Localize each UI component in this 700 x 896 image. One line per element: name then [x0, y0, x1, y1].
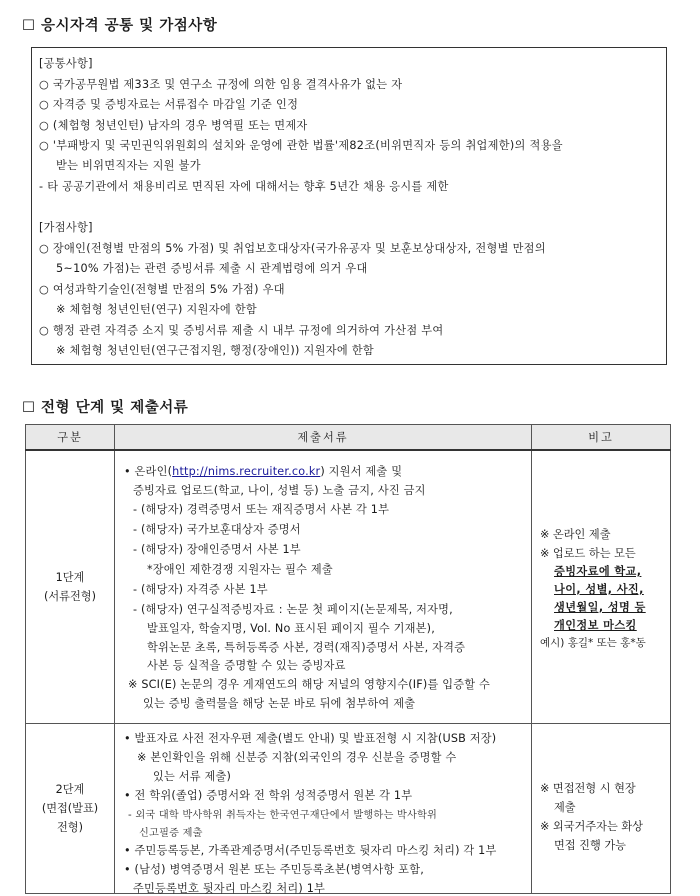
note-line: ※ 온라인 제출 [540, 528, 611, 541]
note-line: 증빙자료에 학교, [554, 565, 642, 578]
note-line: 면접 진행 가능 [554, 838, 626, 852]
bonus-item: ○ 여성과학기술인(전형별 만점의 5% 가점) 우대 [39, 283, 285, 296]
stages-table [25, 424, 671, 894]
doc-suffix: ) 지원서 제출 및 [320, 465, 403, 478]
doc-line: - (해당자) 국가보훈대상자 증명서 [133, 523, 301, 536]
section-title-stages: ☐ 전형 단계 및 제출서류 [22, 400, 189, 416]
doc-line: 사본 등 실적을 증명할 수 있는 증빙자료 [147, 659, 346, 672]
doc-line: • 전 학위(졸업) 증명서와 전 학위 성적증명서 원본 각 1부 [124, 788, 413, 802]
common-item: ○ 국가공무원법 제33조 및 연구소 규정에 의한 임용 결격사유가 없는 자 [39, 78, 403, 91]
common-item: ○ '부패방지 및 국민권익위원회의 설치와 운영에 관한 법률'제82조(비위면직자 등의 취업제한)의 적용을 [39, 139, 563, 152]
doc-line: • 발표자료 사전 전자우편 제출(별도 안내) 및 발표전형 시 지참(USB 저장) [124, 731, 497, 745]
note-line: 제출 [554, 800, 576, 814]
table-row [26, 723, 671, 893]
bonus-item-continued: 5~10% 가점)는 관련 증빙서류 제출 시 관계법령에 의거 우대 [56, 262, 368, 275]
stage2-type-continued: 전형) [57, 820, 83, 834]
table-header-row [26, 425, 671, 451]
note-line: ※ 업로드 하는 모든 [540, 547, 636, 560]
note-line: 생년월일, 성명 등 [554, 601, 646, 614]
doc-line: 주민등록번호 뒷자리 마스킹 처리) 1부 [133, 881, 326, 895]
common-item: ○ (체험형 청년인턴) 남자의 경우 병역필 또는 면제자 [39, 119, 308, 132]
common-item: ○ 자격증 및 증빙자료는 서류접수 마감일 기준 인정 [39, 98, 299, 111]
common-header: [공통사항] [39, 57, 93, 70]
note-line: ※ 면접전형 시 현장 [540, 781, 636, 795]
doc-line: 학위논문 초록, 특허등록증 사본, 경력(재직)증명서 사본, 자격증 [147, 641, 466, 654]
bonus-header: [가점사항] [39, 221, 93, 234]
stage2-remarks [532, 723, 671, 893]
header-remarks: 비고 [532, 425, 671, 451]
qualification-box [31, 47, 667, 365]
doc-line: 증빙자료 업로드(학교, 나이, 성별 등) 노출 금지, 사진 금지 [133, 484, 426, 497]
doc-line: ※ 본인확인을 위해 신분증 지참(외국인의 경우 신분을 증명할 수 [137, 750, 457, 764]
bonus-item: ○ 장애인(전형별 만점의 5% 가점) 및 취업보호대상자(국가유공자 및 보훈보상대상자, 전형별 만점의 [39, 242, 546, 255]
common-item-continued: 받는 비위면직자는 지원 불가 [56, 159, 201, 172]
doc-line: 있는 증빙 출력물을 해당 논문 바로 뒤에 첨부하여 제출 [143, 697, 416, 710]
doc-prefix: • 온라인( [124, 465, 173, 478]
doc-line: • 주민등록등본, 가족관계증명서(주민등록번호 뒷자리 마스킹 처리) 각 1부 [124, 843, 497, 857]
doc-line: - (해당자) 자격증 사본 1부 [133, 583, 268, 596]
stage2-documents [115, 723, 532, 893]
stage1-label [26, 450, 115, 723]
doc-line: - (해당자) 장애인증명서 사본 1부 [133, 543, 301, 556]
stage1-type: (서류전형) [44, 589, 96, 603]
stage1-documents [115, 450, 532, 723]
doc-line: • (남성) 병역증명서 원본 또는 주민등록초본(병역사항 포함, [124, 862, 424, 876]
common-item: - 타 공공기관에서 채용비리로 면직된 자에 대해서는 향후 5년간 채용 응시를 제한 [39, 180, 449, 193]
stage1-name: 1단계 [55, 570, 85, 584]
stage1-remarks [532, 450, 671, 723]
doc-line: 발표일자, 학술지명, Vol. No 표시된 페이지 필수 기재본), [147, 622, 435, 635]
header-documents: 제출서류 [115, 425, 532, 451]
doc-line: 있는 서류 제출) [153, 769, 232, 783]
doc-line: 신고필증 제출 [139, 827, 203, 839]
note-line: 나이, 성별, 사진, [554, 583, 644, 596]
bonus-item: ○ 행정 관련 자격증 소지 및 증빙서류 제출 시 내부 규정에 의거하여 가산점 부여 [39, 324, 444, 337]
stage2-label [26, 723, 115, 893]
doc-line: - (해당자) 경력증명서 또는 재직증명서 사본 각 1부 [133, 503, 390, 516]
header-category: 구분 [26, 425, 115, 451]
stage2-name: 2단계 [55, 782, 85, 796]
doc-line: *장애인 제한경쟁 지원자는 필수 제출 [147, 563, 333, 576]
recruit-site-link[interactable]: http://nims.recruiter.co.kr [172, 465, 321, 478]
table-row [26, 450, 671, 723]
doc-line: - 외국 대학 박사학위 취득자는 한국연구재단에서 발행하는 박사학위 [128, 809, 438, 821]
doc-line: - (해당자) 연구실적증빙자료 : 논문 첫 페이지(논문제목, 저자명, [133, 603, 453, 616]
stage2-type: (면접(발표) [41, 801, 99, 815]
bonus-note: ※ 체험형 청년인턴(연구) 지원자에 한함 [56, 303, 258, 316]
bonus-note: ※ 체험형 청년인턴(연구근접지원, 행정(장애인)) 지원자에 한함 [56, 344, 375, 357]
stage1-doc-online [124, 463, 402, 479]
section-title-qualification: ☐ 응시자격 공통 및 가점사항 [22, 18, 218, 34]
doc-line: ※ SCI(E) 논문의 경우 게재연도의 해당 저널의 영향지수(IF)를 입증할 수 [128, 678, 491, 691]
note-line: 개인정보 마스킹 [554, 619, 637, 632]
note-line: ※ 외국거주자는 화상 [540, 819, 643, 833]
note-line: 예시) 홍길* 또는 홍*동 [540, 637, 646, 649]
